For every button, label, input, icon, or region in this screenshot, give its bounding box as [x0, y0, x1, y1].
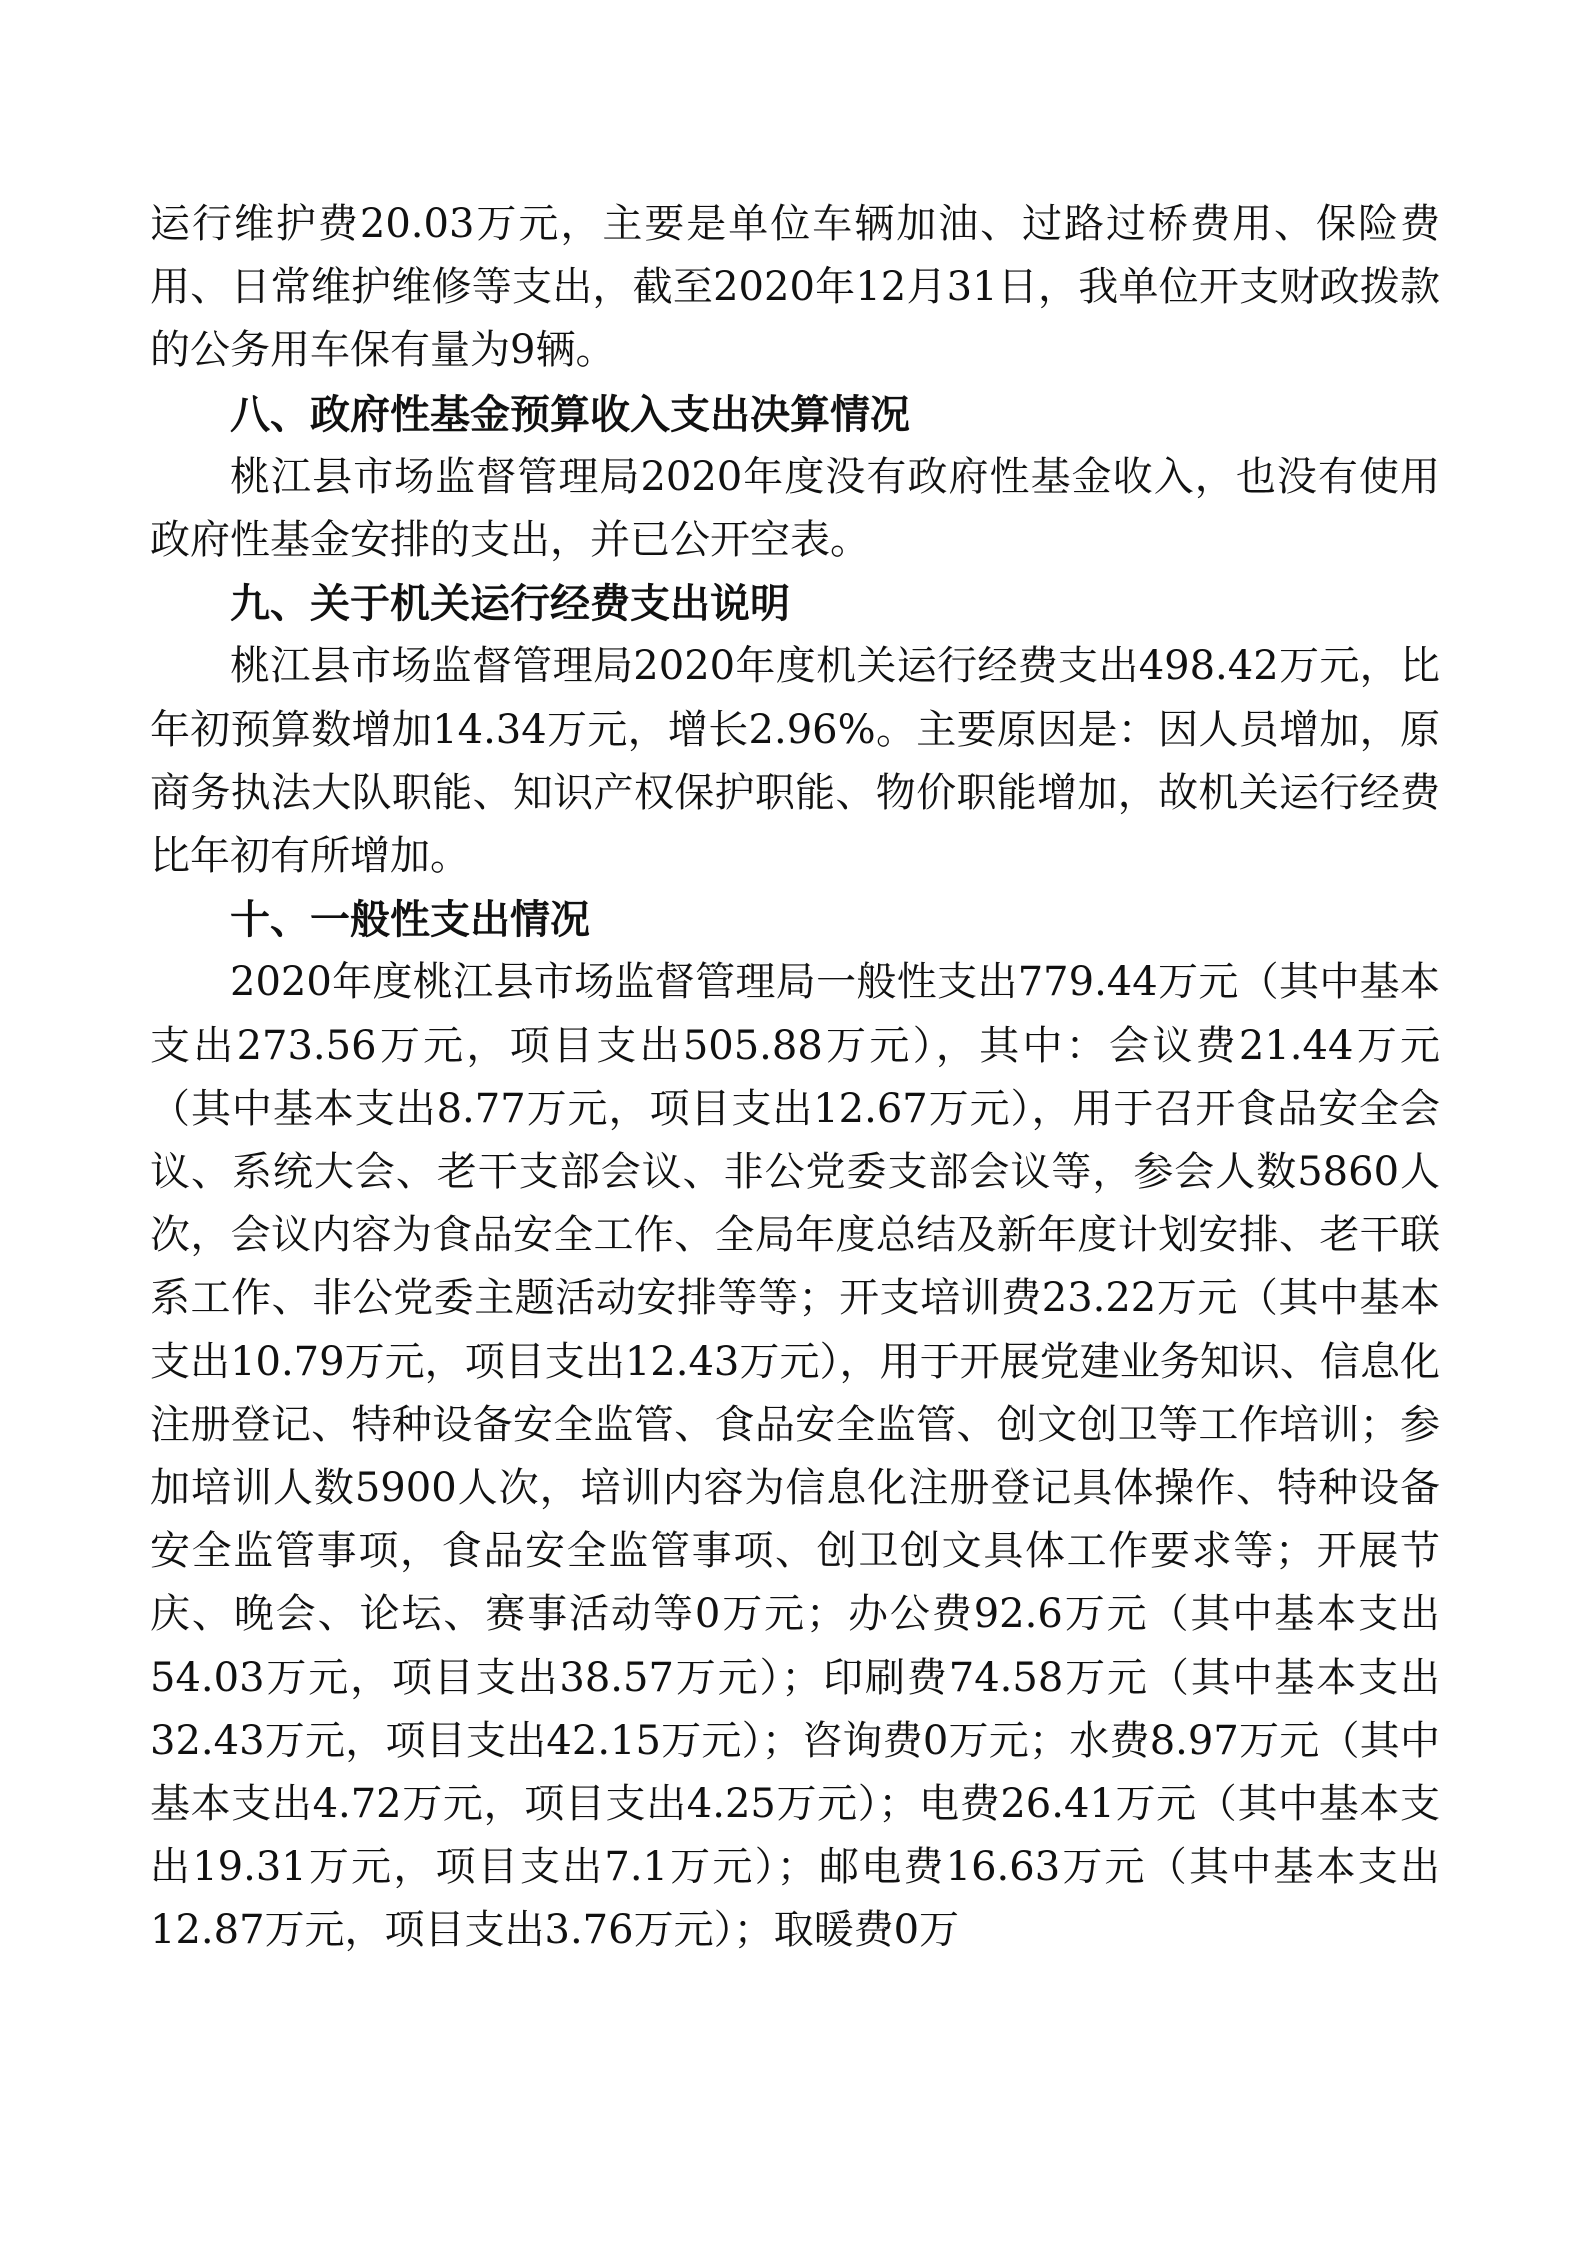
paragraph-general-expenditure: 2020年度桃江县市场监督管理局一般性支出779.44万元（其中基本支出273.56万元，项目支出505.88万元），其中：会议费21.44万元（其中基本支出8.77万元，项目支出12.67万元），用于召开食品安全会议、系统大会、老干支部会议、非公党委支部会议等，参会人数5860人次，会议内容为食品安全工作、全局年度总结及新年度计划安排、老干联系工作、非公党委主题活动安排等等；开支培训费23.22万元（其中基本支出10.79万元，项目支出12.43万元），用于开展党建业务知识、信息化注册登记、特种设备安全监管、食品安全监管、创文创卫等工作培训；参加培训人数5900人次，培训内容为信息化注册登记具体操作、特种设备安全监管事项，食品安全监管事项、创卫创文具体工作要求等；开展节庆、晚会、论坛、赛事活动等0万元；办公费92.6万元（其中基本支出54.03万元，项目支出38.57万元）；印刷费74.58万元（其中基本支出32.43万元，项目支出42.15万元）；咨询费0万元；水费8.97万元（其中基本支出4.72万元，项目支出4.25万元）；电费26.41万元（其中基本支出19.31万元，项目支出7.1万元）；邮电费16.63万元（其中基本支出12.87万元，项目支出3.76万元）；取暖费0万	[150, 959, 1440, 1954]
document-page	[150, 193, 1440, 1963]
section-heading-10: 十、一般性支出情况	[230, 896, 590, 944]
section-heading-8: 八、政府性基金预算收入支出决算情况	[230, 390, 910, 438]
paragraph-vehicle-maintenance: 运行维护费20.03万元，主要是单位车辆加油、过路过桥费用、保险费用、日常维护维修等支出，截至2020年12月31日，我单位开支财政拨款的公务用车保有量为9辆。	[150, 201, 1440, 374]
paragraph-government-fund: 桃江县市场监督管理局2020年度没有政府性基金收入，也没有使用政府性基金安排的支出，并已公开空表。	[150, 453, 1440, 564]
section-heading-9: 九、关于机关运行经费支出说明	[230, 580, 790, 628]
paragraph-operating-expenses: 桃江县市场监督管理局2020年度机关运行经费支出498.42万元，比年初预算数增加14.34万元，增长2.96%。主要原因是：因人员增加，原商务执法大队职能、知识产权保护职能、物价职能增加，故机关运行经费比年初有所增加。	[150, 643, 1440, 880]
